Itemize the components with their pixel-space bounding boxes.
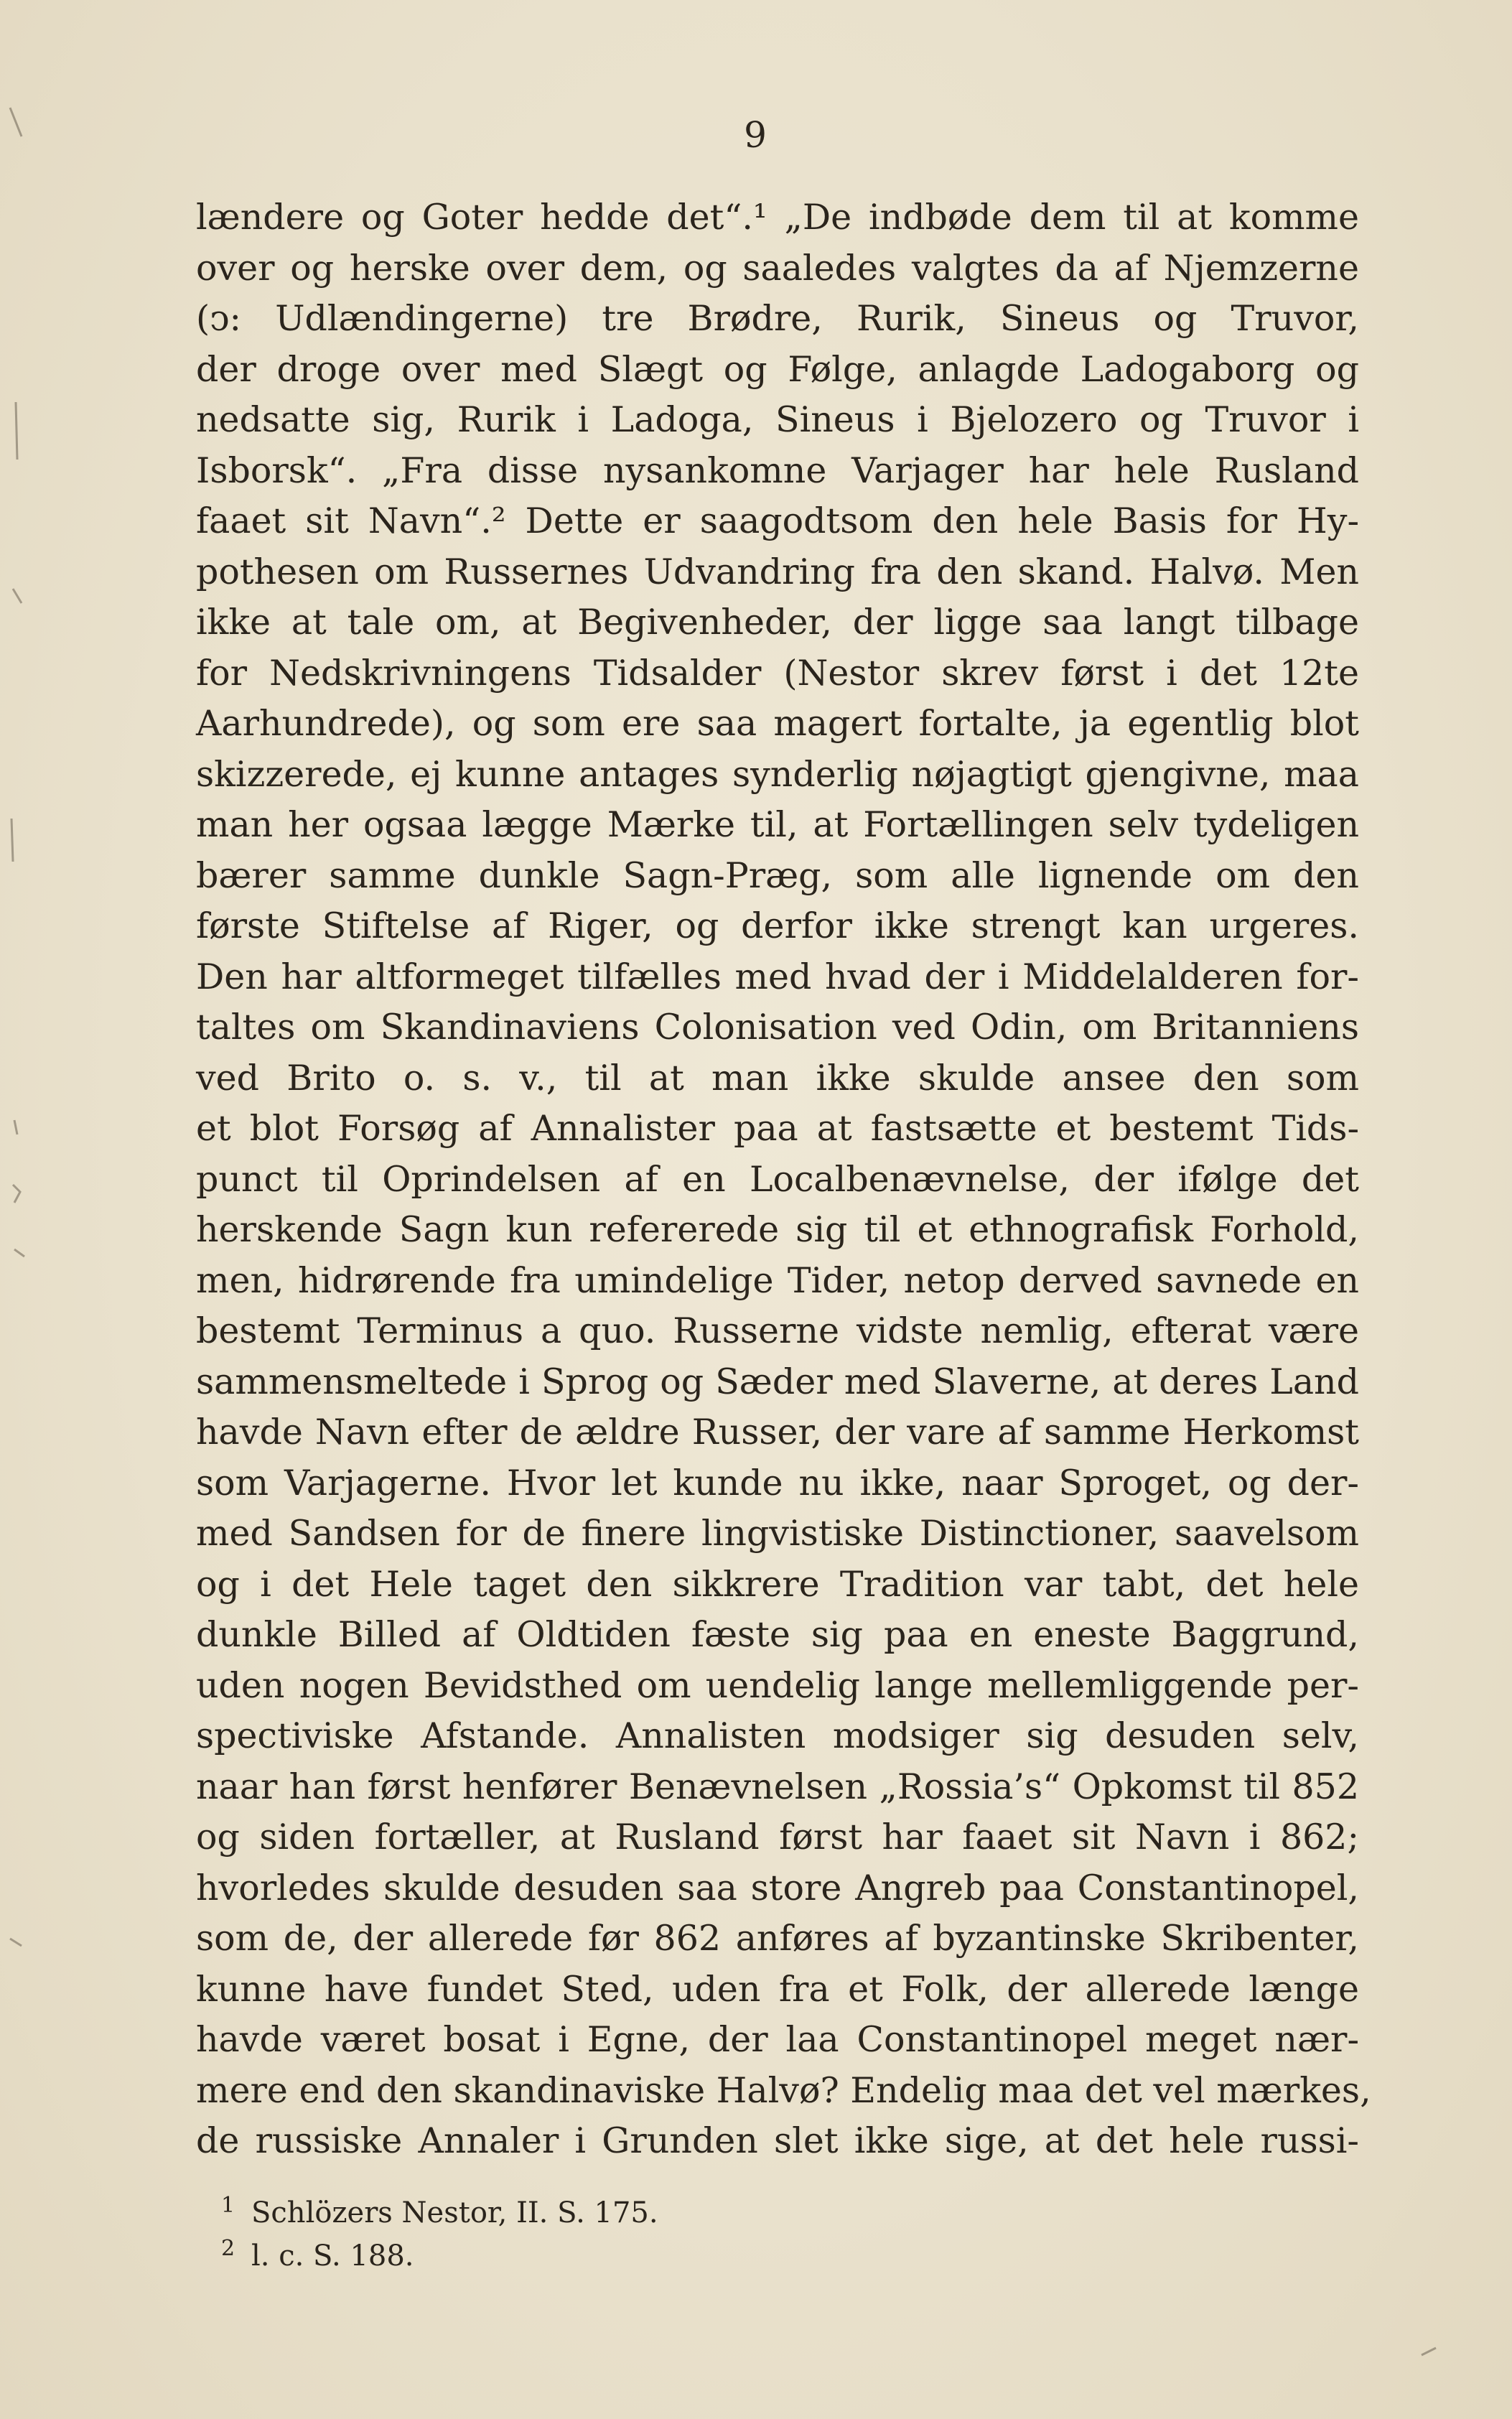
text-line: med Sandsen for de finere lingvistiske Distinctioner, saavelsom bbox=[196, 1513, 1359, 1554]
pencil-mark bbox=[14, 1120, 17, 1134]
text-line: man her ogsaa lægge Mærke til, at Fortællingen selv tydeligen bbox=[196, 804, 1359, 845]
text-line: faaet sit Navn“.² Dette er saagodtsom den hele Basis for Hy- bbox=[196, 500, 1359, 541]
text-line: over og herske over dem, og saaledes valgtes da af Njemzerne bbox=[196, 247, 1359, 289]
pencil-mark bbox=[10, 1939, 22, 1946]
footnote-text: Schlözers Nestor, II. S. 175. bbox=[251, 2196, 658, 2229]
text-line: uden nogen Bevidsthed om uendelig lange mellemliggende per- bbox=[196, 1664, 1359, 1706]
text-line: sammensmeltede i Sprog og Sæder med Slaverne, at deres Land bbox=[196, 1361, 1359, 1402]
footnote bbox=[221, 2234, 1298, 2278]
text-line: punct til Oprindelsen af en Localbenævnelse, der ifølge det bbox=[196, 1158, 1359, 1200]
text-line: bestemt Terminus a quo. Russerne vidste nemlig, efterat være bbox=[196, 1310, 1359, 1351]
text-line: skizzerede, ej kunne antages synderlig nøjagtigt gjengivne, maa bbox=[196, 753, 1359, 795]
footnotes bbox=[221, 2191, 1298, 2278]
text-line: men, hidrørende fra umindelige Tider, netop derved savnede en bbox=[196, 1259, 1359, 1301]
text-line: havde Navn efter de ældre Russer, der vare af samme Herkomst bbox=[196, 1412, 1359, 1453]
text-line: kunne have fundet Sted, uden fra et Folk, der allerede længe bbox=[196, 1968, 1359, 2010]
body-text bbox=[196, 192, 1371, 2167]
text-line: Aarhundrede), og som ere saa magert fortalte, ja egentlig blot bbox=[196, 703, 1359, 744]
text-line: havde været bosat i Egne, der laa Constantinopel meget nær- bbox=[196, 2019, 1359, 2060]
text-line: pothesen om Russernes Udvandring fra den skand. Halvø. Men bbox=[196, 551, 1359, 592]
pencil-mark bbox=[14, 1249, 24, 1257]
text-line: taltes om Skandinaviens Colonisation ved Odin, om Britanniens bbox=[196, 1007, 1359, 1048]
text-line: for Nedskrivningens Tidsalder (Nestor skrev først i det 12te bbox=[196, 652, 1359, 694]
text-line: Den har altformeget tilfælles med hvad der i Middelalderen for- bbox=[196, 956, 1359, 997]
pencil-mark bbox=[16, 402, 17, 460]
text-line: nedsatte sig, Rurik i Ladoga, Sineus i Bjelozero og Truvor i bbox=[196, 399, 1359, 440]
footnote bbox=[221, 2191, 1298, 2234]
page-number: 9 bbox=[744, 114, 768, 156]
pencil-mark bbox=[13, 589, 22, 603]
text-line: ikke at tale om, at Begivenheder, der ligge saa langt tilbage bbox=[196, 602, 1359, 643]
text-line: de russiske Annaler i Grunden slet ikke sige, at det hele russi- bbox=[196, 2120, 1359, 2161]
text-line: Isborsk“. „Fra disse nysankomne Varjager har hele Rusland bbox=[196, 449, 1359, 491]
text-line: et blot Forsøg af Annalister paa at fastsætte et bestemt Tids- bbox=[196, 1108, 1359, 1149]
text-line: der droge over med Slægt og Følge, anlagde Ladogaborg og bbox=[196, 348, 1359, 390]
text-line: naar han først henfører Benævnelsen „Rossia’s“ Opkomst til 852 bbox=[196, 1766, 1359, 1807]
pencil-mark bbox=[13, 1185, 20, 1203]
pencil-mark bbox=[11, 819, 13, 862]
text-line: ved Brito o. s. v., til at man ikke skulde ansee den som bbox=[196, 1057, 1359, 1099]
text-line: (ↄ: Udlændingerne) tre Brødre, Rurik, Sineus og Truvor, bbox=[196, 298, 1359, 339]
text-line: og siden fortæller, at Rusland først har faaet sit Navn i 862; bbox=[196, 1817, 1359, 1858]
text-line: mere end den skandinaviske Halvø? Endelig maa det vel mærkes, bbox=[196, 2069, 1371, 2111]
text-line: som de, der allerede før 862 anføres af byzantinske Skribenter, bbox=[196, 1918, 1359, 1959]
text-line: og i det Hele taget den sikkrere Tradition var tabt, det hele bbox=[196, 1563, 1359, 1605]
text-line: hvorledes skulde desuden saa store Angreb paa Constantinopel, bbox=[196, 1867, 1359, 1908]
text-line: lændere og Goter hedde det“.¹ „De indbøde dem til at komme bbox=[196, 197, 1359, 238]
footnote-marker: 1 bbox=[221, 2193, 235, 2218]
text-line: spectiviske Afstande. Annalisten modsiger sig desuden selv, bbox=[196, 1715, 1359, 1756]
text-line: bærer samme dunkle Sagn-Præg, som alle lignende om den bbox=[196, 854, 1359, 896]
text-line: som Varjagerne. Hvor let kunde nu ikke, naar Sproget, og der- bbox=[196, 1462, 1359, 1504]
pencil-mark bbox=[1422, 2348, 1436, 2355]
text-line: herskende Sagn kun refererede sig til et ethnografisk Forhold, bbox=[196, 1209, 1359, 1250]
text-line: første Stiftelse af Riger, og derfor ikke strengt kan urgeres. bbox=[196, 905, 1359, 946]
footnote-text: l. c. S. 188. bbox=[251, 2239, 414, 2273]
text-line: dunkle Billed af Oldtiden fæste sig paa en eneste Baggrund, bbox=[196, 1614, 1359, 1655]
footnote-marker: 2 bbox=[221, 2236, 235, 2261]
